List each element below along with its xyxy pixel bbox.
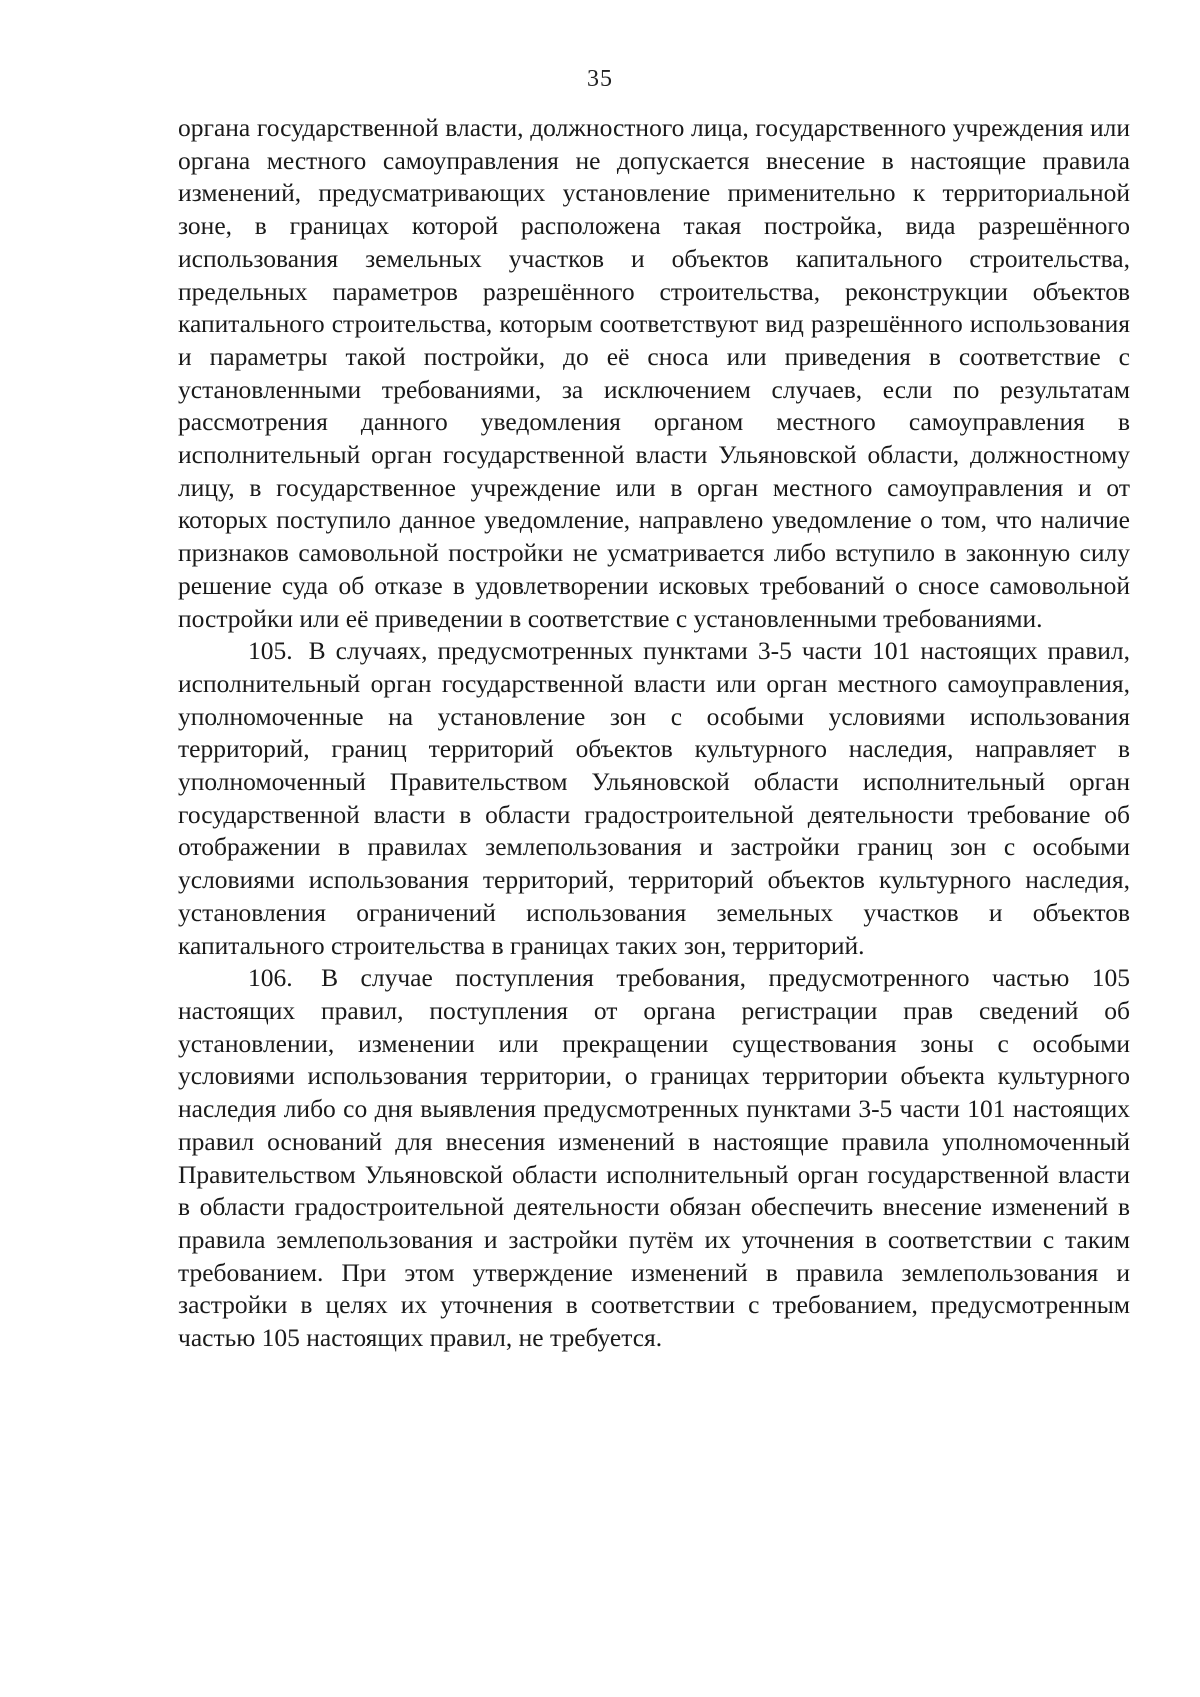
paragraph-continuation (178, 112, 1130, 635)
paragraph-text: органа государственной власти, должностного лица, государственного учреждения или органа местного самоуправления не допускается внесение в настоящие правила изменений, предусматривающих установление применительно к территориальной зоне, в границах которой расположена такая постройка, вида разрешённого использования земельных участков и объектов капитального строительства, предельных параметров разрешённого строительства, реконструкции объектов капитального строительства, которым соответствуют вид разрешённого использования и параметры такой постройки, до её сноса или приведения в соответствие с установленными требованиями, за исключением случаев, если по результатам рассмотрения данного уведомления органом местного самоуправления в исполнительный орган государственной власти Ульяновской области, должностному лицу, в государственное учреждение или в орган местного самоуправления и от которых поступило данное уведомление, направлено уведомление о том, что наличие признаков самовольной постройки не усматривается либо вступило в законную силу решение суда об отказе в удовлетворении исковых требований о сносе самовольной постройки или её приведении в соответствие с установленными требованиями. (178, 113, 1130, 633)
paragraph-105 (178, 635, 1130, 962)
paragraph-text: В случае поступления требования, предусмотренного частью 105 настоящих правил, поступления от органа регистрации прав сведений об установлении, изменении или прекращении существования зоны с особыми условиями использования территории, о границах территории объекта культурного наследия либо со дня выявления предусмотренных пунктами 3-5 части 101 настоящих правил оснований для внесения изменений в настоящие правила уполномоченный Правительством Ульяновской области исполнительный орган государственной власти в области градостроительной деятельности обязан обеспечить внесение изменений в правила землепользования и застройки путём их уточнения в соответствии с таким требованием. При этом утверждение изменений в правила землепользования и застройки в целях их уточнения в соответствии с требованием, предусмотренным частью 105 настоящих правил, не требуется. (178, 963, 1130, 1353)
page-number: 35 (587, 66, 613, 92)
document-body (178, 112, 1130, 1355)
paragraph-number: 106. (248, 963, 293, 993)
paragraph-106 (178, 962, 1130, 1354)
paragraph-number: 105. (248, 636, 293, 666)
paragraph-text: В случаях, предусмотренных пунктами 3-5 части 101 настоящих правил, исполнительный орган государственной власти или орган местного самоуправления, уполномоченные на установление зон с особыми условиями использования территорий, границ территорий объектов культурного наследия, направляет в уполномоченный Правительством Ульяновской области исполнительный орган государственной власти в области градостроительной деятельности требование об отображении в правилах землепользования и застройки границ зон с особыми условиями использования территорий, территорий объектов культурного наследия, установления ограничений использования земельных участков и объектов капитального строительства в границах таких зон, территорий. (178, 636, 1130, 960)
